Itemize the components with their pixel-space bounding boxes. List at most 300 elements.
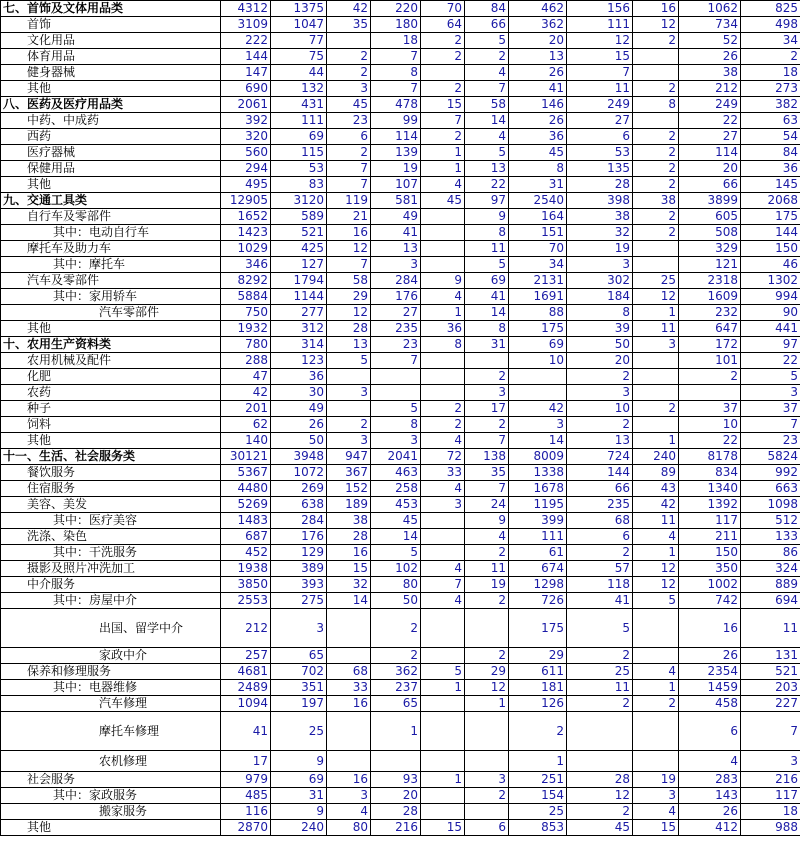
table-cell: 16 <box>327 772 371 788</box>
table-cell: 102 <box>371 561 421 577</box>
table-cell <box>633 385 679 401</box>
table-row <box>1 145 800 161</box>
table-cell <box>509 369 567 385</box>
table-cell: 132 <box>271 81 327 97</box>
table-cell: 1 <box>421 161 465 177</box>
table-cell <box>421 65 465 81</box>
table-cell: 38 <box>679 65 741 81</box>
table-cell: 101 <box>679 353 741 369</box>
table-cell: 2489 <box>221 680 271 696</box>
table-cell <box>327 751 371 772</box>
table-cell: 6 <box>327 129 371 145</box>
table-cell: 1423 <box>221 225 271 241</box>
table-cell: 152 <box>327 481 371 497</box>
table-cell: 31 <box>509 177 567 193</box>
table-cell: 17 <box>465 401 509 417</box>
table-cell: 9 <box>465 513 509 529</box>
table-cell: 47 <box>221 369 271 385</box>
table-cell: 146 <box>509 97 567 113</box>
table-row <box>1 273 800 289</box>
table-cell: 23 <box>327 113 371 129</box>
table-cell: 2 <box>465 788 509 804</box>
table-cell: 1932 <box>221 321 271 337</box>
table-cell: 29 <box>509 648 567 664</box>
table-cell <box>633 65 679 81</box>
table-cell: 220 <box>371 1 421 17</box>
table-cell: 27 <box>371 305 421 321</box>
table-cell: 5 <box>741 369 800 385</box>
table-cell: 947 <box>327 449 371 465</box>
table-cell <box>633 113 679 129</box>
table-cell: 45 <box>327 97 371 113</box>
table-cell: 2553 <box>221 593 271 609</box>
table-cell: 12 <box>327 241 371 257</box>
table-cell: 726 <box>509 593 567 609</box>
table-cell: 45 <box>371 513 421 529</box>
table-cell: 14 <box>327 593 371 609</box>
table-cell: 49 <box>271 401 327 417</box>
table-cell: 212 <box>679 81 741 97</box>
table-cell: 3 <box>421 497 465 513</box>
row-label: 其中：家用轿车 <box>1 289 221 305</box>
table-cell: 41 <box>509 81 567 97</box>
table-cell: 9 <box>271 804 327 820</box>
table-cell: 114 <box>679 145 741 161</box>
table-cell: 58 <box>465 97 509 113</box>
table-row <box>1 712 800 751</box>
table-cell: 4 <box>679 751 741 772</box>
table-cell: 7 <box>371 49 421 65</box>
table-cell: 189 <box>327 497 371 513</box>
table-cell: 4 <box>465 129 509 145</box>
table-cell: 8 <box>465 225 509 241</box>
table-cell: 302 <box>567 273 633 289</box>
table-cell: 144 <box>741 225 800 241</box>
table-cell: 11 <box>633 321 679 337</box>
table-cell: 14 <box>371 529 421 545</box>
table-row <box>1 241 800 257</box>
table-row <box>1 788 800 804</box>
table-row <box>1 696 800 712</box>
table-cell: 42 <box>633 497 679 513</box>
table-cell: 462 <box>509 1 567 17</box>
table-cell <box>421 696 465 712</box>
row-label: 其他 <box>1 321 221 337</box>
table-cell: 66 <box>465 17 509 33</box>
table-cell: 150 <box>741 241 800 257</box>
table-cell: 257 <box>221 648 271 664</box>
table-cell: 211 <box>679 529 741 545</box>
table-cell: 50 <box>371 593 421 609</box>
row-label: 自行车及零部件 <box>1 209 221 225</box>
table-row <box>1 97 800 113</box>
table-cell: 176 <box>271 529 327 545</box>
table-cell: 4 <box>465 529 509 545</box>
table-cell: 70 <box>421 1 465 17</box>
table-cell: 26 <box>679 49 741 65</box>
table-cell: 11 <box>465 561 509 577</box>
table-cell: 31 <box>271 788 327 804</box>
table-cell <box>465 609 509 648</box>
table-row <box>1 353 800 369</box>
row-label: 其中：家政服务 <box>1 788 221 804</box>
table-cell: 7 <box>371 81 421 97</box>
table-cell: 1 <box>509 751 567 772</box>
table-cell: 294 <box>221 161 271 177</box>
table-cell: 118 <box>567 577 633 593</box>
table-cell: 2 <box>633 145 679 161</box>
table-cell: 4 <box>633 664 679 680</box>
table-cell: 9 <box>421 273 465 289</box>
table-cell: 70 <box>509 241 567 257</box>
table-cell: 8 <box>371 417 421 433</box>
table-cell: 181 <box>509 680 567 696</box>
table-cell: 12 <box>567 33 633 49</box>
table-row <box>1 481 800 497</box>
table-cell: 889 <box>741 577 800 593</box>
table-cell: 4 <box>633 804 679 820</box>
table-cell <box>465 804 509 820</box>
table-cell: 117 <box>679 513 741 529</box>
table-cell: 283 <box>679 772 741 788</box>
table-cell: 12 <box>633 577 679 593</box>
table-cell: 2 <box>633 225 679 241</box>
table-cell: 2 <box>327 49 371 65</box>
table-cell: 138 <box>465 449 509 465</box>
table-cell: 44 <box>271 65 327 81</box>
table-cell <box>327 648 371 664</box>
table-cell: 4 <box>421 433 465 449</box>
table-cell: 53 <box>567 145 633 161</box>
table-cell: 19 <box>567 241 633 257</box>
table-cell: 2 <box>567 648 633 664</box>
table-cell: 452 <box>221 545 271 561</box>
table-cell: 38 <box>567 209 633 225</box>
table-cell: 2 <box>679 369 741 385</box>
table-cell <box>421 609 465 648</box>
table-cell: 57 <box>567 561 633 577</box>
table-row <box>1 680 800 696</box>
table-cell: 13 <box>509 49 567 65</box>
table-cell: 107 <box>371 177 421 193</box>
table-cell: 3 <box>509 417 567 433</box>
table-cell <box>633 417 679 433</box>
table-cell: 232 <box>679 305 741 321</box>
row-label: 保养和修理服务 <box>1 664 221 680</box>
row-label: 社会服务 <box>1 772 221 788</box>
row-label: 十、农用生产资料类 <box>1 337 221 353</box>
table-cell: 2 <box>465 49 509 65</box>
table-cell: 180 <box>371 17 421 33</box>
table-cell: 2 <box>567 545 633 561</box>
table-cell: 16 <box>327 225 371 241</box>
table-cell <box>327 33 371 49</box>
table-cell: 115 <box>271 145 327 161</box>
table-cell: 5269 <box>221 497 271 513</box>
table-cell: 367 <box>327 465 371 481</box>
table-cell: 20 <box>567 353 633 369</box>
table-cell: 362 <box>371 664 421 680</box>
table-cell: 362 <box>509 17 567 33</box>
table-cell: 314 <box>271 337 327 353</box>
table-cell: 2 <box>421 129 465 145</box>
table-cell: 19 <box>371 161 421 177</box>
table-cell: 9 <box>271 751 327 772</box>
table-row <box>1 161 800 177</box>
row-label: 餐饮服务 <box>1 465 221 481</box>
table-cell: 41 <box>567 593 633 609</box>
table-cell: 4 <box>421 481 465 497</box>
table-cell: 31 <box>465 337 509 353</box>
table-cell: 2068 <box>741 193 800 209</box>
row-label: 医疗器械 <box>1 145 221 161</box>
table-cell: 37 <box>679 401 741 417</box>
table-row <box>1 820 800 836</box>
table-cell: 258 <box>371 481 421 497</box>
table-cell: 99 <box>371 113 421 129</box>
table-cell: 10 <box>679 417 741 433</box>
table-cell: 133 <box>741 529 800 545</box>
table-cell: 4 <box>421 561 465 577</box>
table-cell: 20 <box>371 788 421 804</box>
table-cell: 22 <box>465 177 509 193</box>
table-cell: 77 <box>271 33 327 49</box>
table-cell: 979 <box>221 772 271 788</box>
table-row <box>1 113 800 129</box>
table-cell: 93 <box>371 772 421 788</box>
table-cell: 458 <box>679 696 741 712</box>
table-cell: 3899 <box>679 193 741 209</box>
table-cell: 2354 <box>679 664 741 680</box>
table-cell: 8 <box>371 65 421 81</box>
table-row <box>1 449 800 465</box>
table-cell: 3 <box>741 751 800 772</box>
table-cell: 663 <box>741 481 800 497</box>
table-cell <box>633 609 679 648</box>
table-cell: 647 <box>679 321 741 337</box>
table-row <box>1 751 800 772</box>
table-cell: 7 <box>421 577 465 593</box>
table-cell: 249 <box>679 97 741 113</box>
table-row <box>1 433 800 449</box>
table-cell: 498 <box>741 17 800 33</box>
table-cell: 28 <box>567 177 633 193</box>
table-cell: 312 <box>271 321 327 337</box>
table-cell: 222 <box>221 33 271 49</box>
row-label: 九、交通工具类 <box>1 193 221 209</box>
table-cell: 3 <box>371 433 421 449</box>
table-row <box>1 49 800 65</box>
table-cell: 27 <box>567 113 633 129</box>
table-cell: 3 <box>327 433 371 449</box>
table-cell: 277 <box>271 305 327 321</box>
table-cell: 7 <box>465 433 509 449</box>
table-cell: 30121 <box>221 449 271 465</box>
table-cell: 41 <box>221 712 271 751</box>
row-label: 中药、中成药 <box>1 113 221 129</box>
table-cell: 7 <box>371 353 421 369</box>
table-cell: 22 <box>741 353 800 369</box>
table-row <box>1 33 800 49</box>
table-cell <box>421 751 465 772</box>
table-cell: 1392 <box>679 497 741 513</box>
table-cell: 2 <box>509 712 567 751</box>
table-cell: 1062 <box>679 1 741 17</box>
table-cell: 12 <box>465 680 509 696</box>
table-cell: 36 <box>421 321 465 337</box>
table-cell: 441 <box>741 321 800 337</box>
table-cell: 97 <box>741 337 800 353</box>
table-cell: 65 <box>271 648 327 664</box>
table-cell <box>421 225 465 241</box>
table-cell: 150 <box>679 545 741 561</box>
table-cell: 2318 <box>679 273 741 289</box>
table-cell: 1072 <box>271 465 327 481</box>
table-cell: 389 <box>271 561 327 577</box>
table-cell: 29 <box>465 664 509 680</box>
table-cell: 240 <box>271 820 327 836</box>
table-cell: 4 <box>633 529 679 545</box>
table-cell: 2 <box>465 369 509 385</box>
table-cell: 66 <box>567 481 633 497</box>
table-cell: 23 <box>741 433 800 449</box>
table-cell: 72 <box>421 449 465 465</box>
table-cell: 521 <box>741 664 800 680</box>
table-cell: 8 <box>633 97 679 113</box>
table-cell: 197 <box>271 696 327 712</box>
table-cell: 42 <box>509 401 567 417</box>
table-cell <box>633 241 679 257</box>
table-cell: 19 <box>633 772 679 788</box>
table-cell: 994 <box>741 289 800 305</box>
row-label: 摩托车及助力车 <box>1 241 221 257</box>
row-label: 家政中介 <box>1 648 221 664</box>
table-cell: 176 <box>371 289 421 305</box>
table-cell: 25 <box>509 804 567 820</box>
table-cell: 1 <box>421 680 465 696</box>
table-cell: 15 <box>327 561 371 577</box>
table-cell: 45 <box>421 193 465 209</box>
table-cell: 117 <box>741 788 800 804</box>
table-row <box>1 529 800 545</box>
table-cell: 8178 <box>679 449 741 465</box>
table-cell: 156 <box>567 1 633 17</box>
table-cell: 80 <box>371 577 421 593</box>
table-row <box>1 664 800 680</box>
table-cell: 83 <box>271 177 327 193</box>
table-cell: 3 <box>327 788 371 804</box>
row-label: 首饰 <box>1 17 221 33</box>
table-cell: 2131 <box>509 273 567 289</box>
table-cell: 2 <box>421 401 465 417</box>
table-cell <box>421 712 465 751</box>
row-label: 其中：干洗服务 <box>1 545 221 561</box>
table-row <box>1 609 800 648</box>
table-cell: 41 <box>465 289 509 305</box>
table-row <box>1 17 800 33</box>
table-cell: 2 <box>741 49 800 65</box>
row-label: 七、首饰及文体用品类 <box>1 1 221 17</box>
table-row <box>1 337 800 353</box>
table-cell: 1298 <box>509 577 567 593</box>
table-cell: 2 <box>633 401 679 417</box>
table-cell: 41 <box>371 225 421 241</box>
table-cell: 2 <box>633 209 679 225</box>
table-cell <box>567 751 633 772</box>
table-cell: 7 <box>327 257 371 273</box>
table-cell: 127 <box>271 257 327 273</box>
table-cell: 3850 <box>221 577 271 593</box>
table-row <box>1 561 800 577</box>
table-cell: 4681 <box>221 664 271 680</box>
table-cell: 350 <box>679 561 741 577</box>
table-cell: 69 <box>271 772 327 788</box>
table-cell: 4 <box>421 593 465 609</box>
table-cell: 351 <box>271 680 327 696</box>
table-cell: 4 <box>465 65 509 81</box>
table-cell: 13 <box>371 241 421 257</box>
table-cell <box>633 369 679 385</box>
row-label: 其中：摩托车 <box>1 257 221 273</box>
table-cell: 45 <box>509 145 567 161</box>
table-cell: 16 <box>679 609 741 648</box>
table-cell: 42 <box>221 385 271 401</box>
table-cell: 5 <box>465 33 509 49</box>
table-row <box>1 289 800 305</box>
table-cell: 7 <box>327 177 371 193</box>
table-cell: 32 <box>327 577 371 593</box>
table-cell: 988 <box>741 820 800 836</box>
table-cell: 7 <box>741 712 800 751</box>
table-row <box>1 305 800 321</box>
table-cell: 5 <box>465 257 509 273</box>
table-cell: 508 <box>679 225 741 241</box>
table-cell: 589 <box>271 209 327 225</box>
table-cell: 175 <box>509 609 567 648</box>
table-cell <box>421 545 465 561</box>
table-cell: 1609 <box>679 289 741 305</box>
table-cell: 412 <box>679 820 741 836</box>
table-cell: 5824 <box>741 449 800 465</box>
table-cell: 10 <box>567 401 633 417</box>
table-cell: 2 <box>421 33 465 49</box>
table-cell: 2041 <box>371 449 421 465</box>
table-cell: 512 <box>741 513 800 529</box>
table-cell: 2 <box>633 33 679 49</box>
table-cell: 84 <box>741 145 800 161</box>
table-cell: 135 <box>567 161 633 177</box>
table-cell: 26 <box>679 804 741 820</box>
table-cell: 1029 <box>221 241 271 257</box>
table-cell: 825 <box>741 1 800 17</box>
table-cell <box>679 385 741 401</box>
table-cell: 2 <box>465 648 509 664</box>
row-label: 体育用品 <box>1 49 221 65</box>
table-cell: 12 <box>567 788 633 804</box>
table-cell: 89 <box>633 465 679 481</box>
table-cell: 25 <box>271 712 327 751</box>
table-cell: 26 <box>509 65 567 81</box>
row-label: 农用机械及配件 <box>1 353 221 369</box>
table-cell: 46 <box>741 257 800 273</box>
table-cell: 18 <box>371 33 421 49</box>
table-cell: 75 <box>271 49 327 65</box>
row-label: 搬家服务 <box>1 804 221 820</box>
table-cell: 269 <box>271 481 327 497</box>
table-cell <box>465 712 509 751</box>
table-cell: 11 <box>741 609 800 648</box>
table-cell: 119 <box>327 193 371 209</box>
